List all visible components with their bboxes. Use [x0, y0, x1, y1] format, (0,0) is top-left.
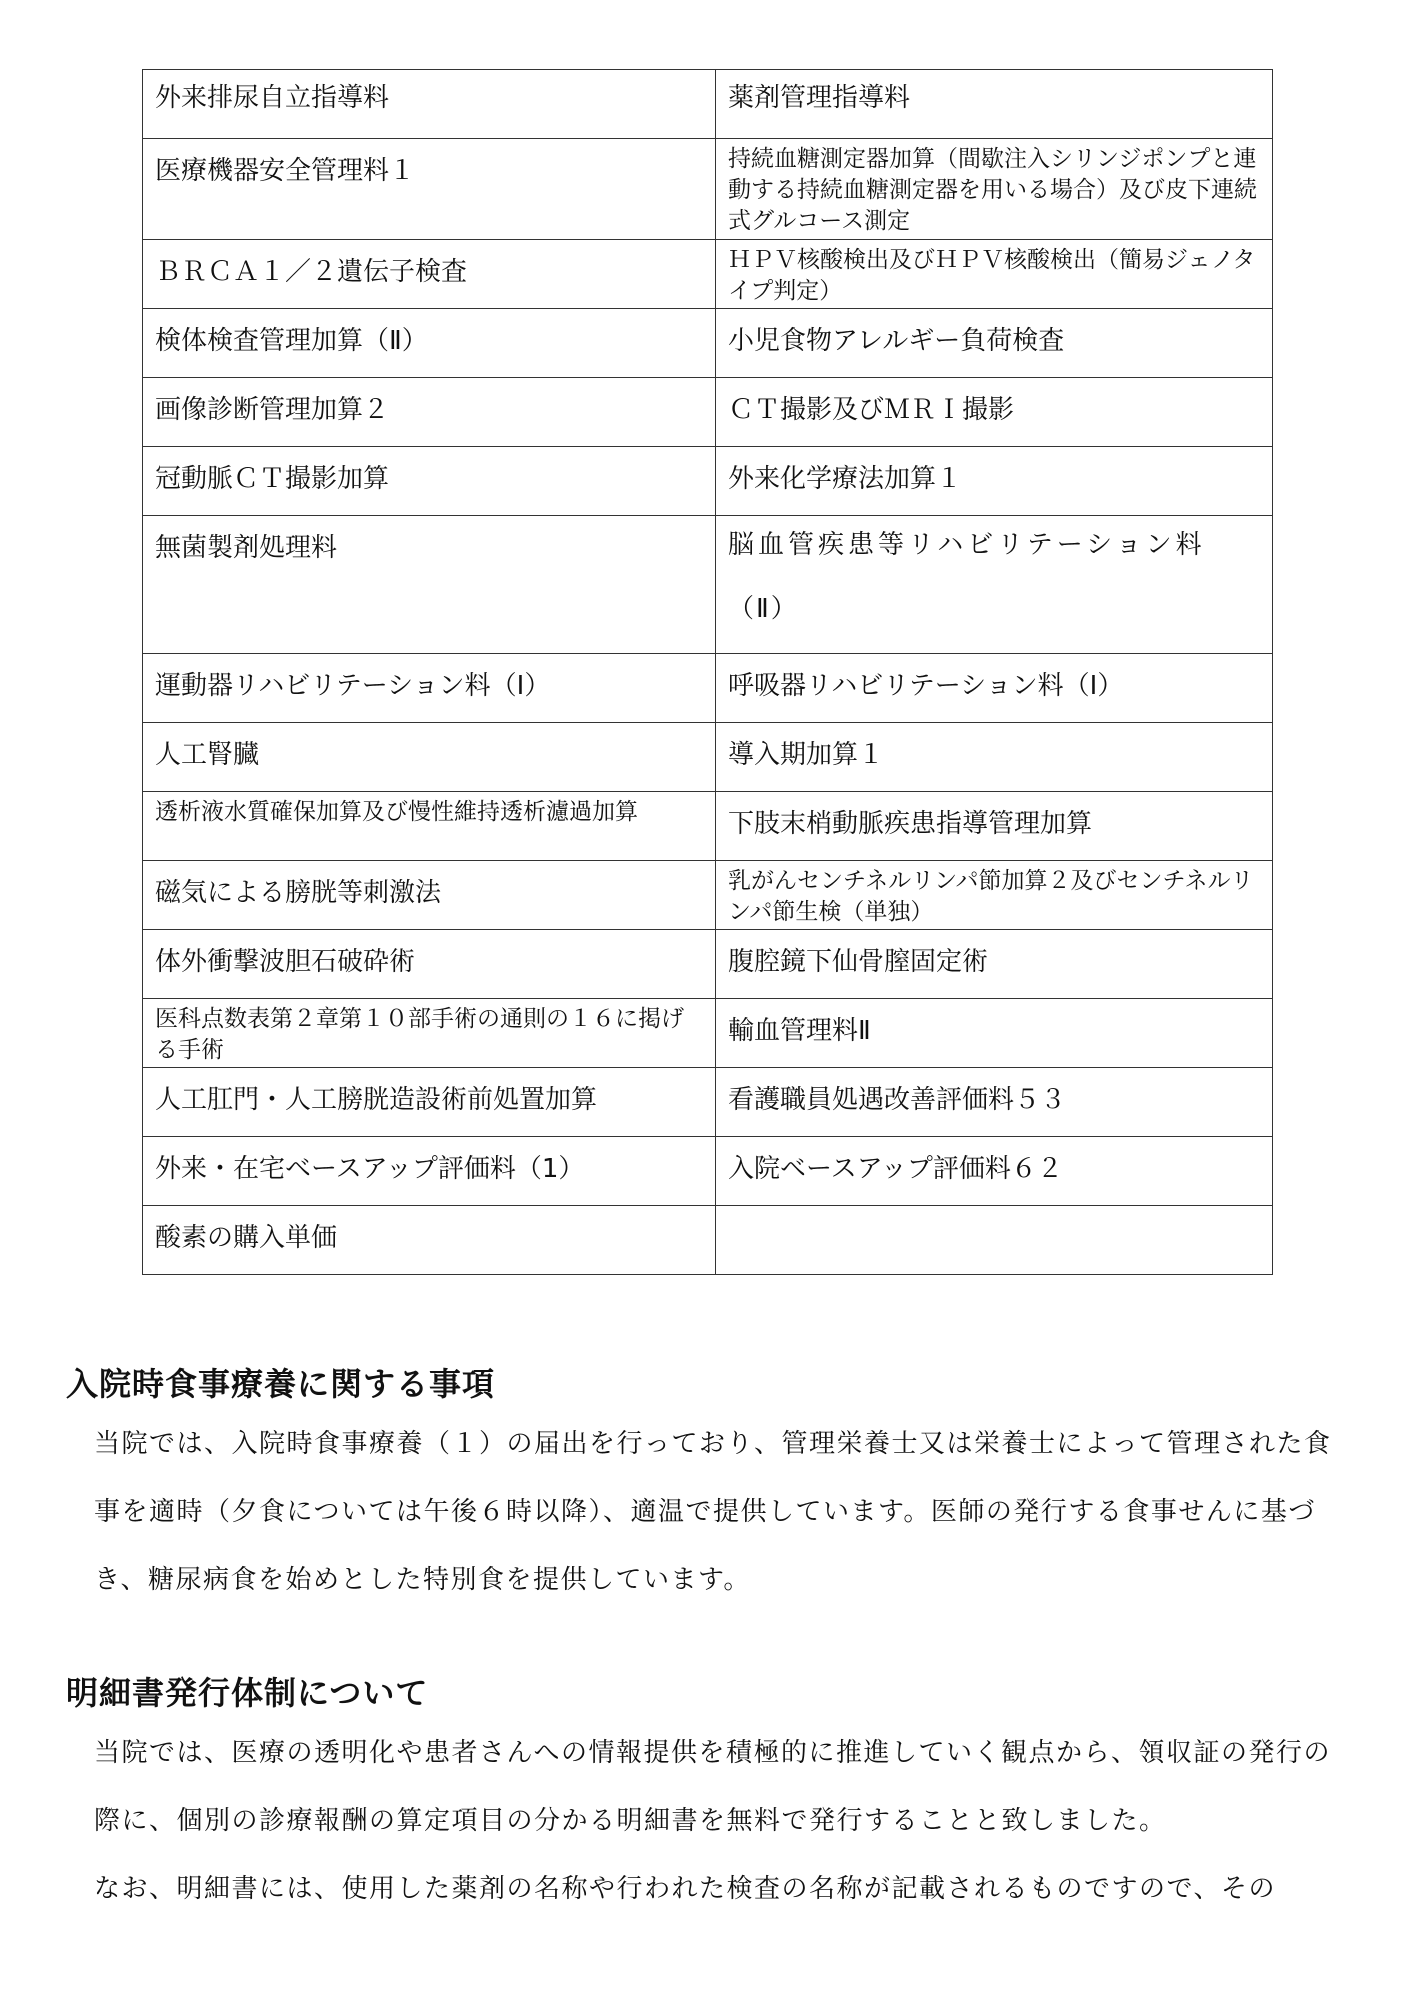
section-body: 当院では、入院時食事療養（１）の届出を行っており、管理栄養士又は栄養士によって管理された食事を適時（夕食については午後６時以降）、適温で提供しています。医師の発行する食事せんに基づき、糖尿病食を始めとした特別食を提供しています。 [94, 1429, 1332, 1595]
table-row [143, 240, 1273, 309]
table-cell: 導入期加算１ [716, 723, 1273, 792]
table-cell: 看護職員処遇改善評価料５３ [716, 1068, 1273, 1137]
table-row [143, 654, 1273, 723]
section-body: なお、明細書には、使用した薬剤の名称や行われた検査の名称が記載されるものですので、その [94, 1874, 1276, 1904]
section-body: 当院では、医療の透明化や患者さんへの情報提供を積極的に推進していく観点から、領収証の発行の際に、個別の診療報酬の算定項目の分かる明細書を無料で発行することと致しました。 [94, 1738, 1331, 1836]
table-row [143, 1068, 1273, 1137]
table-cell: 入院ベースアップ評価料６２ [716, 1137, 1273, 1206]
table-cell: 磁気による膀胱等刺激法 [143, 861, 716, 930]
table-cell: 酸素の購入単価 [143, 1206, 716, 1275]
table-cell: 冠動脈ＣＴ撮影加算 [143, 447, 716, 516]
table-row [143, 999, 1273, 1068]
table-row [143, 792, 1273, 861]
table-cell: 体外衝撃波胆石破砕術 [143, 930, 716, 999]
table-cell: 無菌製剤処理料 [143, 516, 716, 654]
table-row [143, 378, 1273, 447]
table-row [143, 70, 1273, 139]
table-row [143, 1137, 1273, 1206]
table-cell: 輸血管理料Ⅱ [716, 999, 1273, 1068]
table-cell: 医科点数表第２章第１０部手術の通則の１６に掲げる手術 [143, 999, 716, 1068]
table-cell: 透析液水質確保加算及び慢性維持透析濾過加算 [143, 792, 716, 861]
table-cell: 呼吸器リハビリテーション料（Ⅰ） [716, 654, 1273, 723]
table-row [143, 861, 1273, 930]
table-cell: 外来排尿自立指導料 [143, 70, 716, 139]
table-cell: 乳がんセンチネルリンパ節加算２及びセンチネルリンパ節生検（単独） [716, 861, 1273, 930]
table-cell: 人工腎臓 [143, 723, 716, 792]
section-heading: 明細書発行体制について [66, 1674, 429, 1712]
table-cell: 検体検査管理加算（Ⅱ） [143, 309, 716, 378]
meal-section [66, 1364, 1356, 1614]
table-cell: 画像診断管理加算２ [143, 378, 716, 447]
statement-section [66, 1673, 1356, 1923]
table-cell: 医療機器安全管理料１ [143, 139, 716, 240]
table-row [143, 723, 1273, 792]
table-cell: 薬剤管理指導料 [716, 70, 1273, 139]
table-cell: 小児食物アレルギー負荷検査 [716, 309, 1273, 378]
table-cell: 外来化学療法加算１ [716, 447, 1273, 516]
table-cell [716, 1206, 1273, 1275]
table-cell: ＣＴ撮影及びＭＲＩ撮影 [716, 378, 1273, 447]
table-row [143, 309, 1273, 378]
table-cell: 持続血糖測定器加算（間歇注入シリンジポンプと連動する持続血糖測定器を用いる場合）及び皮下連続式グルコース測定 [716, 139, 1273, 240]
table-row [143, 516, 1273, 654]
table-cell: ＢＲＣＡ１／２遺伝子検査 [143, 240, 716, 309]
table-cell: 腹腔鏡下仙骨膣固定術 [716, 930, 1273, 999]
table-row [143, 930, 1273, 999]
table-row [143, 139, 1273, 240]
table-cell: 運動器リハビリテーション料（Ⅰ） [143, 654, 716, 723]
table-row [143, 1206, 1273, 1275]
cell-line: （Ⅱ） [728, 594, 799, 624]
section-heading: 入院時食事療養に関する事項 [66, 1365, 496, 1403]
facility-standards-table [142, 69, 1273, 1275]
cell-line: 脳血管疾患等リハビリテーション料 [728, 530, 1206, 560]
table-cell: 外来・在宅ベースアップ評価料（1） [143, 1137, 716, 1206]
table-cell [716, 516, 1273, 654]
table-row [143, 447, 1273, 516]
table-cell: ＨＰＶ核酸検出及びＨＰＶ核酸検出（簡易ジェノタイプ判定） [716, 240, 1273, 309]
table-cell: 下肢末梢動脈疾患指導管理加算 [716, 792, 1273, 861]
table-cell: 人工肛門・人工膀胱造設術前処置加算 [143, 1068, 716, 1137]
